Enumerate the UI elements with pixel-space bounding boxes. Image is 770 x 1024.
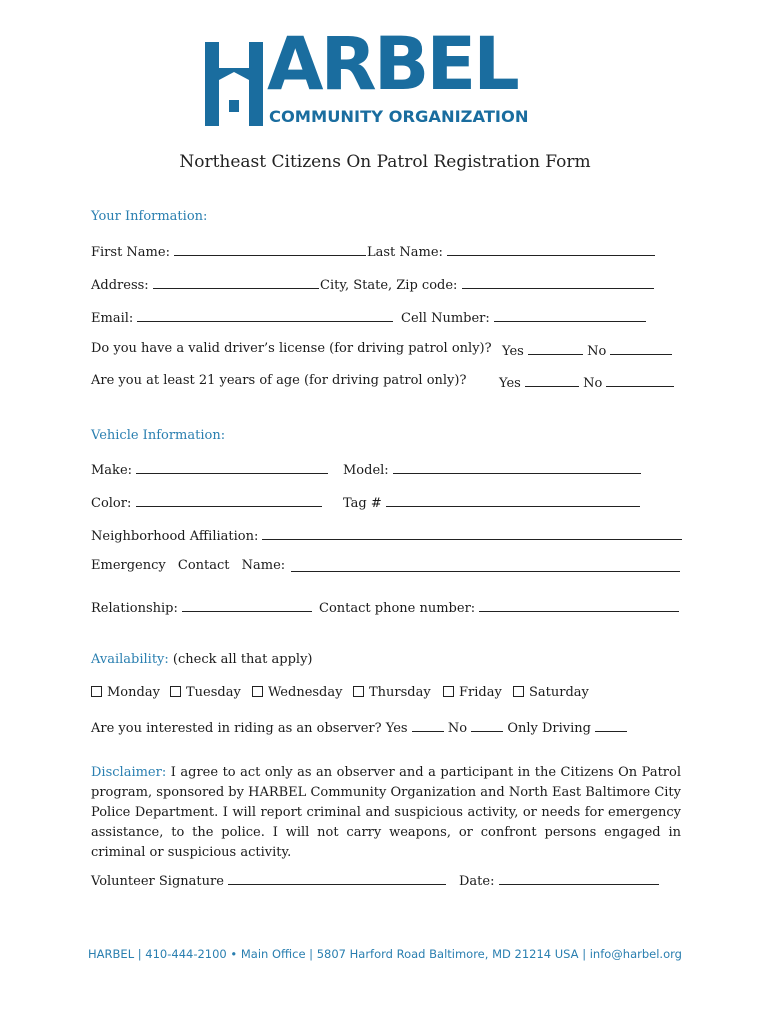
age-no-label: No [583, 376, 603, 391]
contact-phone-label: Contact phone number: [319, 601, 476, 616]
first-name-label: First Name: [91, 245, 170, 260]
license-no-field[interactable] [610, 341, 672, 355]
day-label: Friday [459, 685, 502, 700]
page-title: Northeast Citizens On Patrol Registration Form [179, 152, 591, 172]
license-yes-label: Yes [502, 344, 524, 359]
neighborhood-label: Neighborhood Affiliation: [91, 529, 259, 544]
checkbox-icon [443, 686, 454, 697]
footer-contact: HARBEL | 410-444-2100 • Main Office | 5807 Harford Road Baltimore, MD 21214 USA | info@harbel.org [88, 947, 682, 961]
logo-brand-text: ARBEL [267, 22, 517, 107]
age-yes-field[interactable] [525, 373, 579, 387]
checkbox-saturday[interactable] [513, 685, 589, 700]
model-field[interactable] [393, 460, 641, 474]
observer-no-field[interactable] [471, 718, 503, 732]
date-field[interactable] [499, 871, 659, 885]
disclaimer-text: I agree to act only as an observer and a participant in the Citizens On Patrol program, sponsored by HARBEL Community Organization and North East Baltimore City Police Department. I will report criminal and suspicious activity, or needs for emergency assistance, to the police. I will not carry weapons, or confront persons engaged in criminal or suspicious activity. [91, 765, 681, 860]
license-no-label: No [587, 344, 607, 359]
address-field[interactable] [153, 275, 319, 289]
only-driving-field[interactable] [595, 718, 627, 732]
age-question: Are you at least 21 years of age (for driving patrol only)? [91, 373, 467, 388]
age-yes-label: Yes [499, 376, 521, 391]
address-label: Address: [91, 278, 149, 293]
section-heading-availability: Availability: [91, 652, 169, 667]
checkbox-icon [252, 686, 263, 697]
checkbox-icon [513, 686, 524, 697]
day-label: Thursday [369, 685, 431, 700]
logo-house-h-icon [205, 42, 267, 126]
only-driving-label: Only Driving [507, 721, 591, 736]
checkbox-icon [170, 686, 181, 697]
emergency-contact-label: Emergency Contact Name: [91, 558, 286, 573]
city-state-zip-label: City, State, Zip code: [320, 278, 458, 293]
checkbox-icon [353, 686, 364, 697]
last-name-field[interactable] [447, 242, 655, 256]
checkbox-monday[interactable] [91, 685, 160, 700]
emergency-contact-field[interactable] [291, 558, 680, 572]
volunteer-signature-label: Volunteer Signature [91, 874, 224, 889]
checkbox-friday[interactable] [443, 685, 502, 700]
relationship-field[interactable] [182, 598, 312, 612]
day-label: Tuesday [186, 685, 241, 700]
model-label: Model: [343, 463, 389, 478]
checkbox-icon [91, 686, 102, 697]
section-heading-vehicle-information: Vehicle Information: [91, 428, 226, 443]
observer-question: Are you interested in riding as an observer? [91, 721, 382, 736]
color-label: Color: [91, 496, 132, 511]
disclaimer-paragraph [91, 763, 681, 863]
make-label: Make: [91, 463, 133, 478]
section-heading-your-information: Your Information: [91, 209, 208, 224]
cell-number-label: Cell Number: [401, 311, 490, 326]
date-label: Date: [459, 874, 495, 889]
neighborhood-field[interactable] [262, 526, 682, 540]
logo-subtitle: COMMUNITY ORGANIZATION [269, 107, 529, 126]
checkbox-wednesday[interactable] [252, 685, 342, 700]
make-field[interactable] [136, 460, 328, 474]
first-name-field[interactable] [174, 242, 366, 256]
disclaimer-heading: Disclaimer: [91, 765, 167, 780]
tag-label: Tag # [343, 496, 382, 511]
availability-note: (check all that apply) [172, 652, 313, 667]
email-label: Email: [91, 311, 134, 326]
observer-yes-field[interactable] [412, 718, 444, 732]
license-yes-field[interactable] [528, 341, 583, 355]
age-no-field[interactable] [606, 373, 674, 387]
cell-number-field[interactable] [494, 308, 646, 322]
checkbox-thursday[interactable] [353, 685, 431, 700]
tag-field[interactable] [386, 493, 640, 507]
day-label: Saturday [529, 685, 589, 700]
color-field[interactable] [136, 493, 322, 507]
volunteer-signature-field[interactable] [228, 871, 446, 885]
harbel-logo [205, 22, 570, 126]
email-field[interactable] [137, 308, 393, 322]
day-label: Wednesday [268, 685, 343, 700]
relationship-label: Relationship: [91, 601, 178, 616]
checkbox-tuesday[interactable] [170, 685, 241, 700]
last-name-label: Last Name: [367, 245, 443, 260]
license-question: Do you have a valid driver’s license (for driving patrol only)? [91, 341, 492, 356]
day-label: Monday [107, 685, 160, 700]
city-state-zip-field[interactable] [462, 275, 654, 289]
contact-phone-field[interactable] [479, 598, 679, 612]
observer-yes-label: Yes [385, 721, 408, 736]
observer-no-label: No [447, 721, 468, 736]
